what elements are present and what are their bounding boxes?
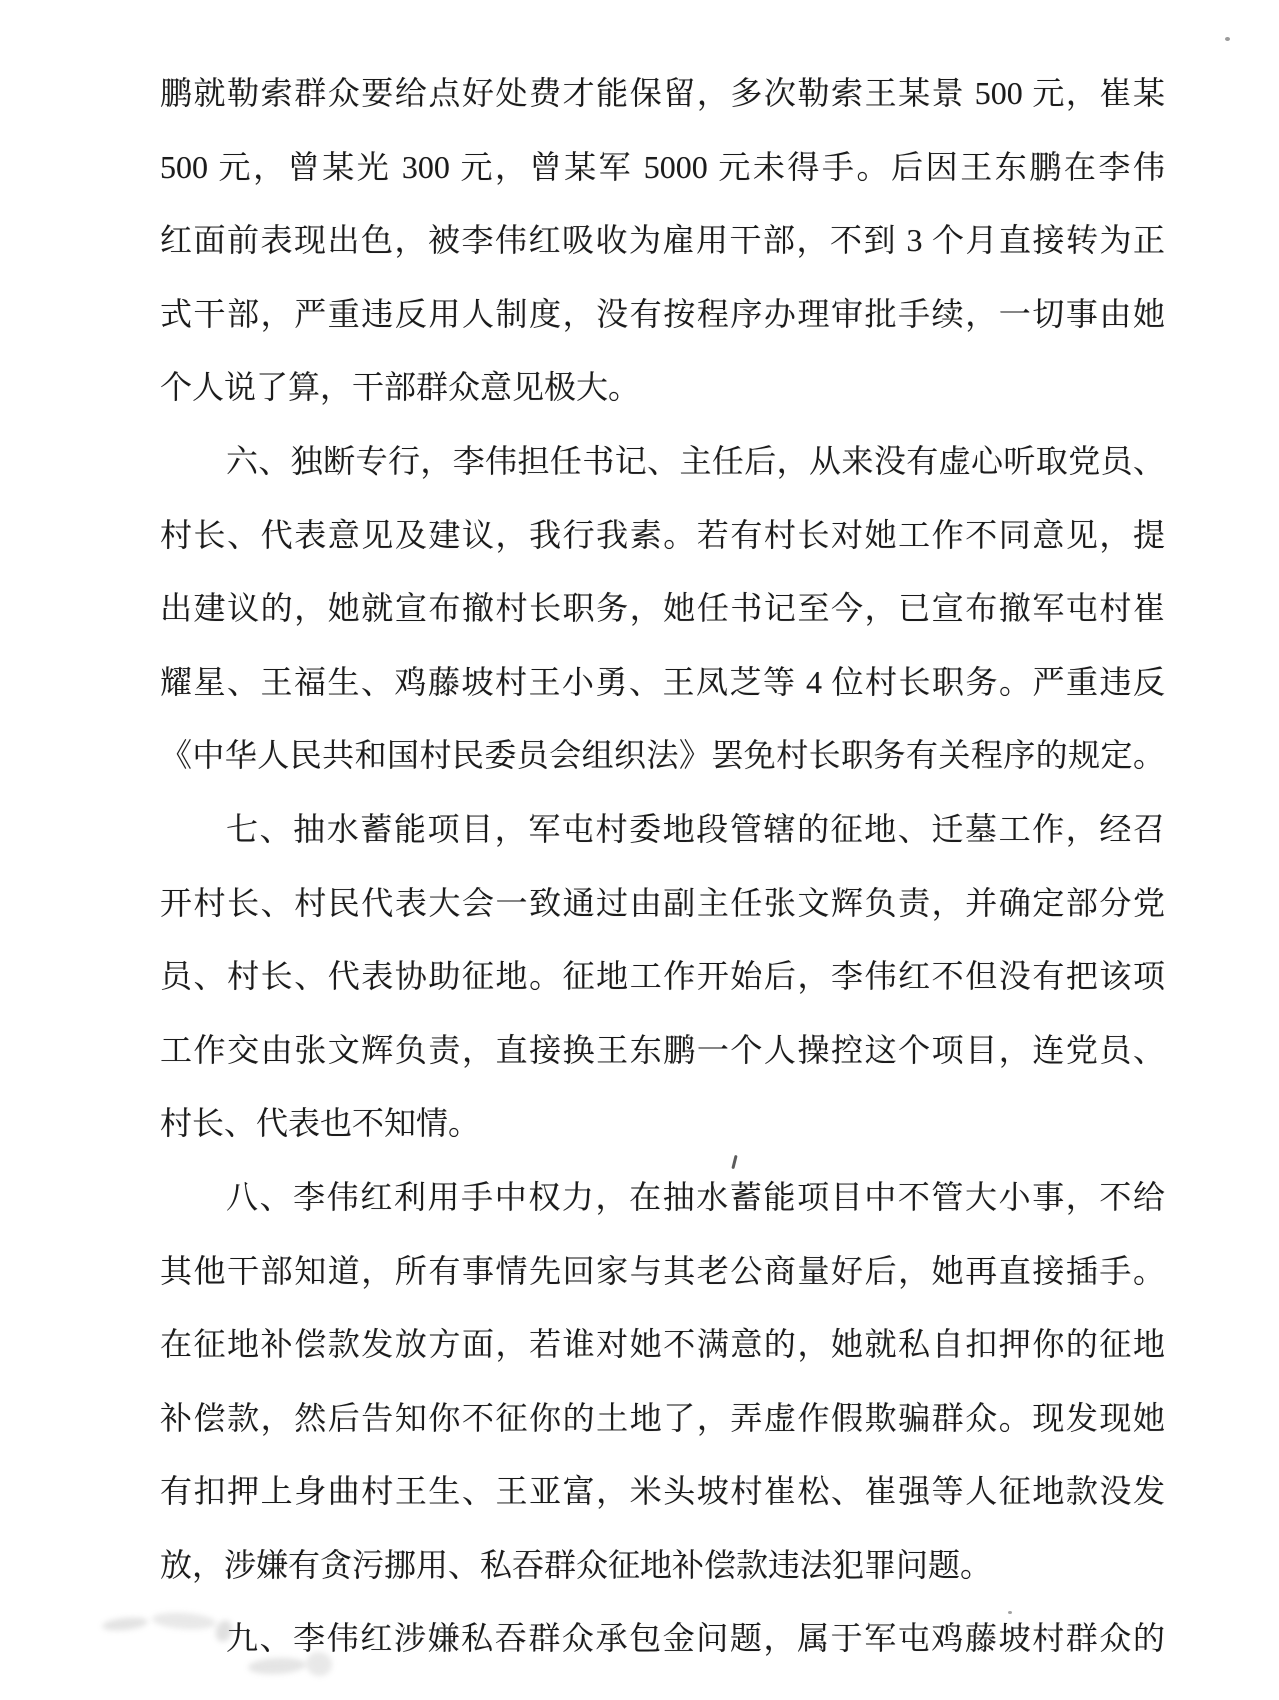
- text-line-paragraph-start-eight: 八、李伟红利用手中权力，在抽水蓄能项目中不管大小事，不给: [226, 1178, 1165, 1215]
- text-line-paragraph-start-six: 六、独断专行，李伟担任书记、主任后，从来没有虚心听取党员、: [226, 442, 1165, 479]
- text-line-paragraph-end: 村长、代表也不知情。: [160, 1105, 481, 1142]
- text-line-paragraph-start-nine: 九、李伟红涉嫌私吞群众承包金问题，属于军屯鸡藤坡村群众的: [226, 1620, 1165, 1657]
- text-line: 鹏就勒索群众要给点好处费才能保留，多次勒索王某景 500 元，崔某: [160, 75, 1165, 111]
- scan-smudge: [101, 1616, 148, 1633]
- text-line: 耀星、王福生、鸡藤坡村王小勇、王凤芝等 4 位村长职务。严重违反: [160, 663, 1165, 700]
- text-line: 村长、代表意见及建议，我行我素。若有村长对她工作不同意见，提: [160, 516, 1165, 553]
- text-line: 红面前表现出色，被李伟红吸收为雇用干部，不到 3 个月直接转为正: [160, 222, 1165, 259]
- text-line: 500 元，曾某光 300 元，曾某军 5000 元未得手。后因王东鹏在李伟: [160, 148, 1165, 185]
- text-line: 式干部，严重违反用人制度，没有按程序办理审批手续，一切事由她: [160, 295, 1165, 332]
- text-line-paragraph-end: 个人说了算，干部群众意见极大。: [160, 369, 641, 406]
- text-line: 员、村长、代表协助征地。征地工作开始后，李伟红不但没有把该项: [160, 958, 1165, 995]
- text-line: 《中华人民共和国村民委员会组织法》罢免村长职务有关程序的规定。: [160, 737, 1165, 774]
- text-line-paragraph-start-seven: 七、抽水蓄能项目，军屯村委地段管辖的征地、迁墓工作，经召: [226, 810, 1165, 847]
- text-line-paragraph-end: 放，涉嫌有贪污挪用、私吞群众征地补偿款违法犯罪问题。: [160, 1546, 993, 1583]
- scan-speck: [1225, 37, 1230, 41]
- text-line: 开村长、村民代表大会一致通过由副主任张文辉负责，并确定部分党: [160, 884, 1165, 921]
- text-line: 工作交由张文辉负责，直接换王东鹏一个人操控这个项目，连党员、: [160, 1031, 1165, 1068]
- text-line: 有扣押上身曲村王生、王亚富，米头坡村崔松、崔强等人征地款没发: [160, 1473, 1165, 1510]
- text-line: 在征地补偿款发放方面，若谁对她不满意的，她就私自扣押你的征地: [160, 1326, 1165, 1363]
- scan-speck: [1008, 1611, 1012, 1614]
- text-line: 出建议的，她就宣布撤村长职务，她任书记至今，已宣布撤军屯村崔: [160, 590, 1165, 627]
- text-line: 补偿款，然后告知你不征你的土地了，弄虚作假欺骗群众。现发现她: [160, 1399, 1165, 1436]
- scanned-document-page: [160, 57, 1165, 1676]
- text-line: 其他干部知道，所有事情先回家与其老公商量好后，她再直接插手。: [160, 1252, 1165, 1289]
